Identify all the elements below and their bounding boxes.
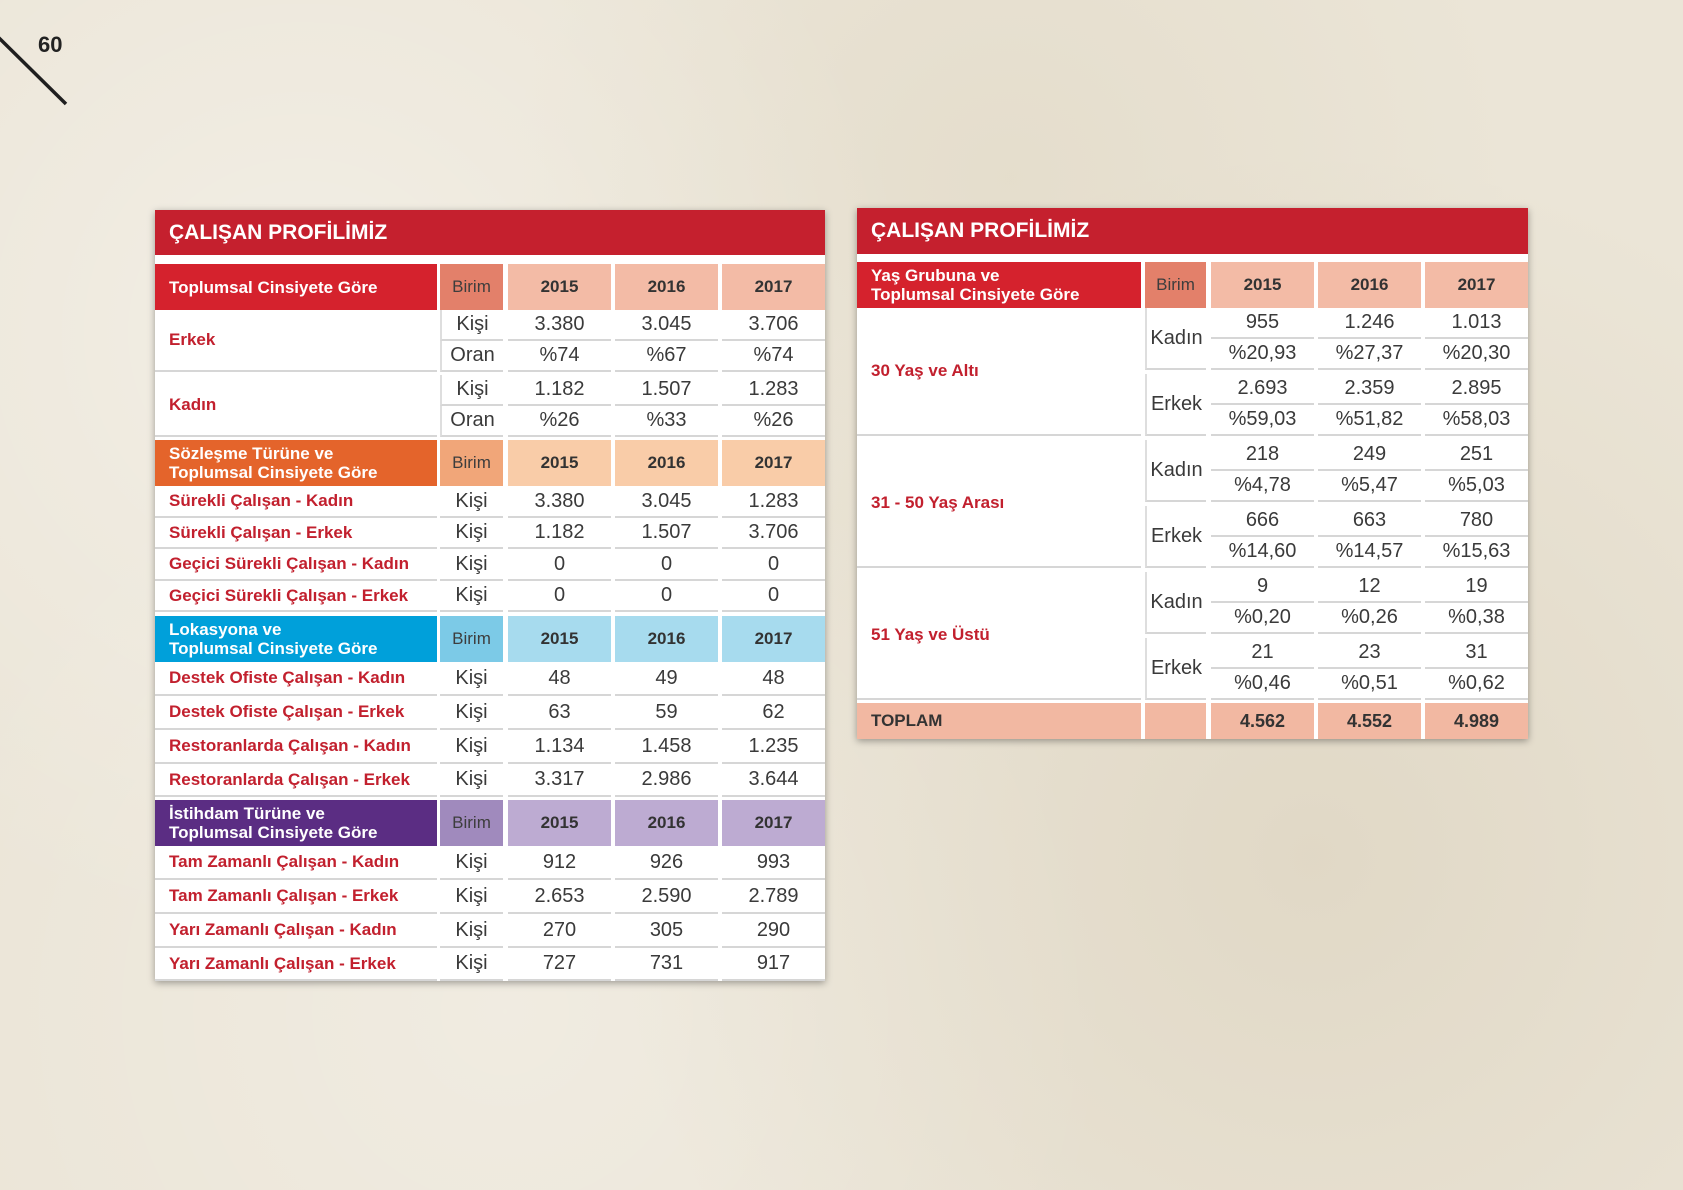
value-2016: 12: [1318, 572, 1421, 603]
total-row: [857, 703, 1528, 739]
total-2015: 4.562: [1211, 703, 1314, 739]
unit-cell: Kişi: [440, 948, 503, 981]
value-2016: 663: [1318, 506, 1421, 537]
unit-cell: Kişi: [440, 730, 503, 764]
group-kadin: [155, 375, 825, 437]
row-label: Restoranlarda Çalışan - Kadın: [155, 730, 437, 764]
age-group-rows: [1141, 308, 1528, 436]
value-2015: 1.182: [508, 518, 611, 549]
age-group-label: 51 Yaş ve Üstü: [857, 572, 1141, 700]
value-2016: %5,47: [1318, 471, 1421, 502]
value-2016: 926: [615, 846, 718, 880]
value-2016: %0,26: [1318, 603, 1421, 634]
group-rows: [437, 310, 825, 372]
row-label: Geçici Sürekli Çalışan - Erkek: [155, 581, 437, 612]
row-label: Yarı Zamanlı Çalışan - Erkek: [155, 948, 437, 981]
section-header-location: [155, 616, 825, 662]
value-2017: 48: [722, 662, 825, 696]
value-2017: 62: [722, 696, 825, 730]
section-title-line: Toplumsal Cinsiyete Göre: [169, 277, 378, 297]
subgroup-values: [1206, 308, 1528, 370]
value-2017: %15,63: [1425, 537, 1528, 568]
value-2015: 48: [508, 662, 611, 696]
table-row: [1206, 638, 1528, 669]
value-2016: 0: [615, 581, 718, 612]
age-group-31-50: [857, 440, 1528, 568]
table-row: [155, 486, 825, 518]
value-2016: 731: [615, 948, 718, 981]
year-header-2017: 2017: [1425, 262, 1528, 308]
value-2015: 63: [508, 696, 611, 730]
table-row: [1206, 440, 1528, 471]
value-2017: 993: [722, 846, 825, 880]
value-2015: %0,20: [1211, 603, 1314, 634]
value-2017: 1.283: [722, 486, 825, 518]
value-2017: 1.283: [722, 375, 825, 406]
year-header-2016: 2016: [615, 800, 718, 846]
row-label: Geçici Sürekli Çalışan - Kadın: [155, 549, 437, 581]
section-title: [857, 262, 1141, 308]
value-2015: 727: [508, 948, 611, 981]
value-2015: 666: [1211, 506, 1314, 537]
value-2016: 3.045: [615, 310, 718, 341]
table-row: [155, 662, 825, 696]
value-2017: 3.706: [722, 310, 825, 341]
table-row: [1206, 572, 1528, 603]
table-row: [1206, 471, 1528, 502]
value-2015: %26: [508, 406, 611, 437]
table-row: [437, 341, 825, 372]
value-2017: 3.706: [722, 518, 825, 549]
value-2015: %74: [508, 341, 611, 372]
table-row: [155, 518, 825, 549]
value-2017: 19: [1425, 572, 1528, 603]
value-2015: 218: [1211, 440, 1314, 471]
value-2017: %20,30: [1425, 339, 1528, 370]
value-2016: 2.359: [1318, 374, 1421, 405]
year-header-2017: 2017: [722, 440, 825, 486]
subgroup-values: [1206, 506, 1528, 568]
value-2016: 2.590: [615, 880, 718, 914]
value-2015: 21: [1211, 638, 1314, 669]
value-2015: 3.380: [508, 486, 611, 518]
age-group-rows: [1141, 440, 1528, 568]
value-2015: 2.693: [1211, 374, 1314, 405]
value-2017: 1.235: [722, 730, 825, 764]
value-2016: 305: [615, 914, 718, 948]
group-label: Kadın: [155, 375, 437, 437]
value-2017: 2.789: [722, 880, 825, 914]
row-label: Restoranlarda Çalışan - Erkek: [155, 764, 437, 797]
row-label: Destek Ofiste Çalışan - Kadın: [155, 662, 437, 696]
gender-subgroup: [1141, 440, 1528, 502]
row-label: Destek Ofiste Çalışan - Erkek: [155, 696, 437, 730]
total-2016: 4.552: [1318, 703, 1421, 739]
row-label: Yarı Zamanlı Çalışan - Kadın: [155, 914, 437, 948]
page-number: 60: [38, 32, 63, 57]
year-header-2015: 2015: [508, 800, 611, 846]
table-row: [1206, 603, 1528, 634]
year-header-2016: 2016: [1318, 262, 1421, 308]
table-row: [155, 549, 825, 581]
row-label: Sürekli Çalışan - Erkek: [155, 518, 437, 549]
gender-label: Erkek: [1145, 506, 1206, 568]
value-2016: 2.986: [615, 764, 718, 797]
unit-cell: Kişi: [440, 662, 503, 696]
value-2015: 9: [1211, 572, 1314, 603]
unit-header: Birim: [440, 440, 503, 486]
gender-subgroup: [1141, 308, 1528, 370]
unit-header: Birim: [440, 264, 503, 310]
table-row: [1206, 308, 1528, 339]
year-header-2015: 2015: [508, 440, 611, 486]
table-row: [437, 406, 825, 437]
age-group-rows: [1141, 572, 1528, 700]
unit-cell: Kişi: [440, 581, 503, 612]
subgroup-values: [1206, 440, 1528, 502]
value-2015: 3.317: [508, 764, 611, 797]
year-header-2017: 2017: [722, 264, 825, 310]
value-2016: 3.045: [615, 486, 718, 518]
unit-cell: Kişi: [440, 696, 503, 730]
value-2017: %0,38: [1425, 603, 1528, 634]
value-2015: 912: [508, 846, 611, 880]
value-2017: 251: [1425, 440, 1528, 471]
subgroup-values: [1206, 374, 1528, 436]
value-2015: %0,46: [1211, 669, 1314, 700]
table-title: ÇALIŞAN PROFİLİMİZ: [857, 208, 1528, 254]
corner-diagonal-line: [0, 0, 80, 110]
age-group-51-and-over: [857, 572, 1528, 700]
table-row: [437, 375, 825, 406]
value-2016: %27,37: [1318, 339, 1421, 370]
unit-cell: Kişi: [440, 375, 503, 406]
table-row: [1206, 506, 1528, 537]
value-2016: %67: [615, 341, 718, 372]
value-2017: 780: [1425, 506, 1528, 537]
total-2017: 4.989: [1425, 703, 1528, 739]
section-title-line: Toplumsal Cinsiyete Göre: [169, 463, 378, 482]
value-2015: 1.134: [508, 730, 611, 764]
year-header-2015: 2015: [508, 264, 611, 310]
age-group-label: 30 Yaş ve Altı: [857, 308, 1141, 436]
unit-cell: Kişi: [440, 764, 503, 797]
table-row: [1206, 537, 1528, 568]
value-2017: %58,03: [1425, 405, 1528, 436]
value-2016: 59: [615, 696, 718, 730]
table-row: [1206, 374, 1528, 405]
value-2016: 1.507: [615, 375, 718, 406]
value-2015: 0: [508, 549, 611, 581]
total-unit-cell: [1145, 703, 1206, 739]
value-2015: %4,78: [1211, 471, 1314, 502]
value-2015: 270: [508, 914, 611, 948]
value-2016: 1.246: [1318, 308, 1421, 339]
value-2017: 2.895: [1425, 374, 1528, 405]
unit-header: Birim: [1145, 262, 1206, 308]
section-title-line: Sözleşme Türüne ve: [169, 444, 334, 463]
gender-label: Erkek: [1145, 638, 1206, 700]
table-title: ÇALIŞAN PROFİLİMİZ: [155, 210, 825, 255]
unit-cell: Kişi: [440, 310, 503, 341]
table-row: [437, 310, 825, 341]
gender-label: Kadın: [1145, 572, 1206, 634]
gender-label: Kadın: [1145, 440, 1206, 502]
value-2016: %14,57: [1318, 537, 1421, 568]
age-group-30-and-under: [857, 308, 1528, 436]
value-2017: 31: [1425, 638, 1528, 669]
table-row: [155, 948, 825, 981]
value-2016: 0: [615, 549, 718, 581]
year-header-2016: 2016: [615, 440, 718, 486]
value-2015: %14,60: [1211, 537, 1314, 568]
gender-subgroup: [1141, 638, 1528, 700]
row-label: Tam Zamanlı Çalışan - Kadın: [155, 846, 437, 880]
employee-profile-table-right: [857, 208, 1528, 739]
unit-cell: Kişi: [440, 880, 503, 914]
row-label: Sürekli Çalışan - Kadın: [155, 486, 437, 518]
gender-subgroup: [1141, 374, 1528, 436]
value-2015: %20,93: [1211, 339, 1314, 370]
year-header-2016: 2016: [615, 616, 718, 662]
subgroup-values: [1206, 572, 1528, 634]
value-2017: 0: [722, 581, 825, 612]
value-2017: 0: [722, 549, 825, 581]
value-2015: 2.653: [508, 880, 611, 914]
table-row: [155, 914, 825, 948]
value-2015: 3.380: [508, 310, 611, 341]
value-2015: 955: [1211, 308, 1314, 339]
value-2015: 1.182: [508, 375, 611, 406]
year-header-2016: 2016: [615, 264, 718, 310]
value-2016: 23: [1318, 638, 1421, 669]
table-row: [1206, 339, 1528, 370]
gender-label: Kadın: [1145, 308, 1206, 370]
section-title: [155, 800, 437, 846]
table-row: [155, 846, 825, 880]
year-header-2017: 2017: [722, 800, 825, 846]
unit-cell: Kişi: [440, 914, 503, 948]
year-header-2015: 2015: [508, 616, 611, 662]
unit-cell: Oran: [440, 341, 503, 372]
unit-header: Birim: [440, 616, 503, 662]
total-label: TOPLAM: [857, 703, 1141, 739]
gender-subgroup: [1141, 572, 1528, 634]
value-2016: %51,82: [1318, 405, 1421, 436]
value-2016: %0,51: [1318, 669, 1421, 700]
group-rows: [437, 375, 825, 437]
section-title-line: Lokasyona ve: [169, 620, 282, 639]
section-header-age-gender: [857, 262, 1528, 308]
unit-cell: Oran: [440, 406, 503, 437]
unit-header: Birim: [440, 800, 503, 846]
section-header-contract: [155, 440, 825, 486]
gender-label: Erkek: [1145, 374, 1206, 436]
section-title-line: Toplumsal Cinsiyete Göre: [871, 285, 1080, 304]
table-row: [155, 764, 825, 797]
value-2015: %59,03: [1211, 405, 1314, 436]
value-2017: 1.013: [1425, 308, 1528, 339]
section-header-employment: [155, 800, 825, 846]
unit-cell: Kişi: [440, 518, 503, 549]
section-title-line: Yaş Grubuna ve: [871, 266, 1000, 285]
table-row: [1206, 669, 1528, 700]
section-title: [155, 616, 437, 662]
group-erkek: [155, 310, 825, 372]
age-group-label: 31 - 50 Yaş Arası: [857, 440, 1141, 568]
value-2016: 1.458: [615, 730, 718, 764]
table-row: [1206, 405, 1528, 436]
unit-cell: Kişi: [440, 846, 503, 880]
year-header-2015: 2015: [1211, 262, 1314, 308]
value-2017: 290: [722, 914, 825, 948]
table-row: [155, 581, 825, 612]
value-2017: 917: [722, 948, 825, 981]
employee-profile-table-left: [155, 210, 825, 981]
section-title-line: İstihdam Türüne ve: [169, 804, 325, 823]
year-header-2017: 2017: [722, 616, 825, 662]
value-2017: %74: [722, 341, 825, 372]
table-row: [155, 880, 825, 914]
value-2016: %33: [615, 406, 718, 437]
table-row: [155, 730, 825, 764]
unit-cell: Kişi: [440, 549, 503, 581]
row-label: Tam Zamanlı Çalışan - Erkek: [155, 880, 437, 914]
section-title: [155, 264, 437, 310]
value-2016: 249: [1318, 440, 1421, 471]
value-2017: 3.644: [722, 764, 825, 797]
section-title-line: Toplumsal Cinsiyete Göre: [169, 639, 378, 658]
gender-subgroup: [1141, 506, 1528, 568]
value-2015: 0: [508, 581, 611, 612]
value-2017: %0,62: [1425, 669, 1528, 700]
group-label: Erkek: [155, 310, 437, 372]
value-2017: %5,03: [1425, 471, 1528, 502]
section-title-line: Toplumsal Cinsiyete Göre: [169, 823, 378, 842]
unit-cell: Kişi: [440, 486, 503, 518]
section-title: [155, 440, 437, 486]
section-header-gender: [155, 264, 825, 310]
value-2016: 1.507: [615, 518, 718, 549]
value-2016: 49: [615, 662, 718, 696]
subgroup-values: [1206, 638, 1528, 700]
value-2017: %26: [722, 406, 825, 437]
table-row: [155, 696, 825, 730]
